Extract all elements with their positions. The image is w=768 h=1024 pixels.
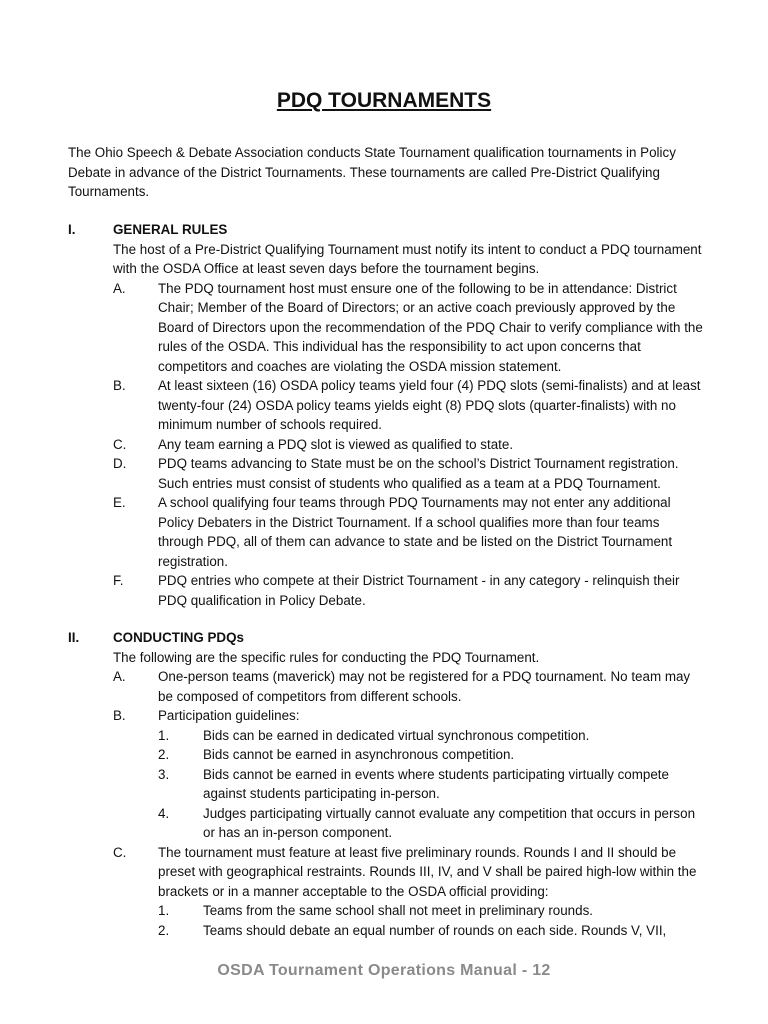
sub-item-b3 bbox=[0, 765, 768, 804]
item-label: C. bbox=[113, 436, 127, 452]
item-text: The PDQ tournament host must ensure one of the following to be in attendance: District Chair; Member of the Board of Directors; or an active coach previously approved by the Board of Directors upon the recommendation of the PDQ Chair to verify compliance with the rules of the OSDA. This individual has the responsibility to act upon concerns that competitors and coaches are violating the OSDA mission statement. bbox=[158, 280, 703, 374]
list-item-d bbox=[0, 454, 768, 493]
item-text: One-person teams (maverick) may not be registered for a PDQ tournament. No team may be composed of competitors from different schools. bbox=[158, 669, 691, 704]
section-heading: CONDUCTING PDQs bbox=[113, 630, 244, 645]
sub-item-c2 bbox=[0, 921, 768, 941]
list-item-c bbox=[0, 435, 768, 455]
item-text: PDQ entries who compete at their District Tournament - in any category - relinquish their PDQ qualification in Policy Debate. bbox=[158, 573, 680, 608]
sub-item-b1 bbox=[0, 726, 768, 746]
item-label: D. bbox=[113, 456, 127, 471]
section-number: II. bbox=[68, 630, 80, 645]
item-text: The tournament must feature at least five preliminary rounds. Rounds I and II should be preset with geographical restraints. Rounds III, IV, and V shall be paired high-low within the brackets or in a manner acceptable to the OSDA official providing: bbox=[158, 844, 697, 899]
sub-item-text: Teams from the same school shall not meet in preliminary rounds. bbox=[203, 903, 593, 918]
item-text: A school qualifying four teams through PDQ Tournaments may not enter any additional Policy Debaters in the District Tournament. If a school qualifies more than four teams through PDQ, all of them can advance to state and be listed on the District Tournament registration. bbox=[158, 495, 673, 569]
sub-item-b4 bbox=[0, 804, 768, 843]
section-heading-row bbox=[0, 628, 768, 648]
item-label: A. bbox=[113, 669, 126, 684]
list-item-c bbox=[0, 843, 768, 902]
sub-item-label: 2. bbox=[158, 922, 170, 938]
item-text: PDQ teams advancing to State must be on the school’s District Tournament registration. Such entries must consist of students who qualified as a team at a PDQ Tournament. bbox=[158, 456, 679, 491]
section-paragraph: The host of a Pre-District Qualifying Tournament must notify its intent to conduct a PDQ tournament with the OSDA Office at least seven days before the tournament begins. bbox=[113, 241, 702, 276]
sub-item-label: 2. bbox=[158, 747, 170, 762]
sub-item-c1 bbox=[0, 901, 768, 921]
intro-paragraph: The Ohio Speech & Debate Association conducts State Tournament qualification tournaments in Policy Debate in advance of the District Tournaments. These tournaments are called Pre-District Qualifying Tournaments. bbox=[68, 145, 676, 199]
sub-item-b2 bbox=[0, 745, 768, 765]
sub-item-label: 1. bbox=[158, 903, 170, 918]
sub-item-text: Teams should debate an equal number of rounds on each side. Rounds V, VII, bbox=[203, 922, 667, 938]
sub-item-text: Bids cannot be earned in asynchronous competition. bbox=[203, 747, 515, 762]
sub-item-text: Judges participating virtually cannot evaluate any competition that occurs in person or has an in-person component. bbox=[203, 805, 696, 840]
item-label: E. bbox=[113, 495, 126, 510]
list-item-b bbox=[0, 706, 768, 726]
list-item-a bbox=[0, 667, 768, 706]
section-paragraph: The following are the specific rules for conducting the PDQ Tournament. bbox=[113, 649, 540, 665]
item-text: At least sixteen (16) OSDA policy teams yield four (4) PDQ slots (semi-finalists) and at least twenty-four (24) OSDA policy teams yields eight (8) PDQ slots (quarter-finalists) with no minimum number of schools required. bbox=[158, 378, 701, 432]
section-heading-row bbox=[0, 220, 768, 240]
item-text: Any team earning a PDQ slot is viewed as qualified to state. bbox=[158, 436, 514, 452]
item-label: C. bbox=[113, 844, 127, 860]
section-heading: GENERAL RULES bbox=[113, 222, 228, 237]
list-item-a bbox=[0, 279, 768, 377]
list-item-b bbox=[0, 376, 768, 435]
section-general-rules bbox=[0, 220, 768, 610]
page-title: PDQ TOURNAMENTS bbox=[276, 89, 492, 112]
item-label: F. bbox=[113, 573, 124, 588]
list-item-f bbox=[0, 571, 768, 610]
sub-item-label: 1. bbox=[158, 727, 170, 743]
item-label: B. bbox=[113, 708, 126, 723]
section-conducting-pdqs bbox=[0, 628, 768, 940]
sub-item-text: Bids can be earned in dedicated virtual synchronous competition. bbox=[203, 727, 590, 743]
list-item-e bbox=[0, 493, 768, 571]
item-label: B. bbox=[113, 378, 126, 393]
sub-item-label: 3. bbox=[158, 766, 170, 782]
sub-item-label: 4. bbox=[158, 805, 170, 821]
section-number: I. bbox=[68, 222, 76, 237]
page-footer: OSDA Tournament Operations Manual - 12 bbox=[217, 962, 551, 979]
item-text: Participation guidelines: bbox=[158, 708, 300, 723]
item-label: A. bbox=[113, 280, 126, 296]
sub-item-text: Bids cannot be earned in events where students participating virtually compete against students participating in-person. bbox=[203, 766, 669, 801]
